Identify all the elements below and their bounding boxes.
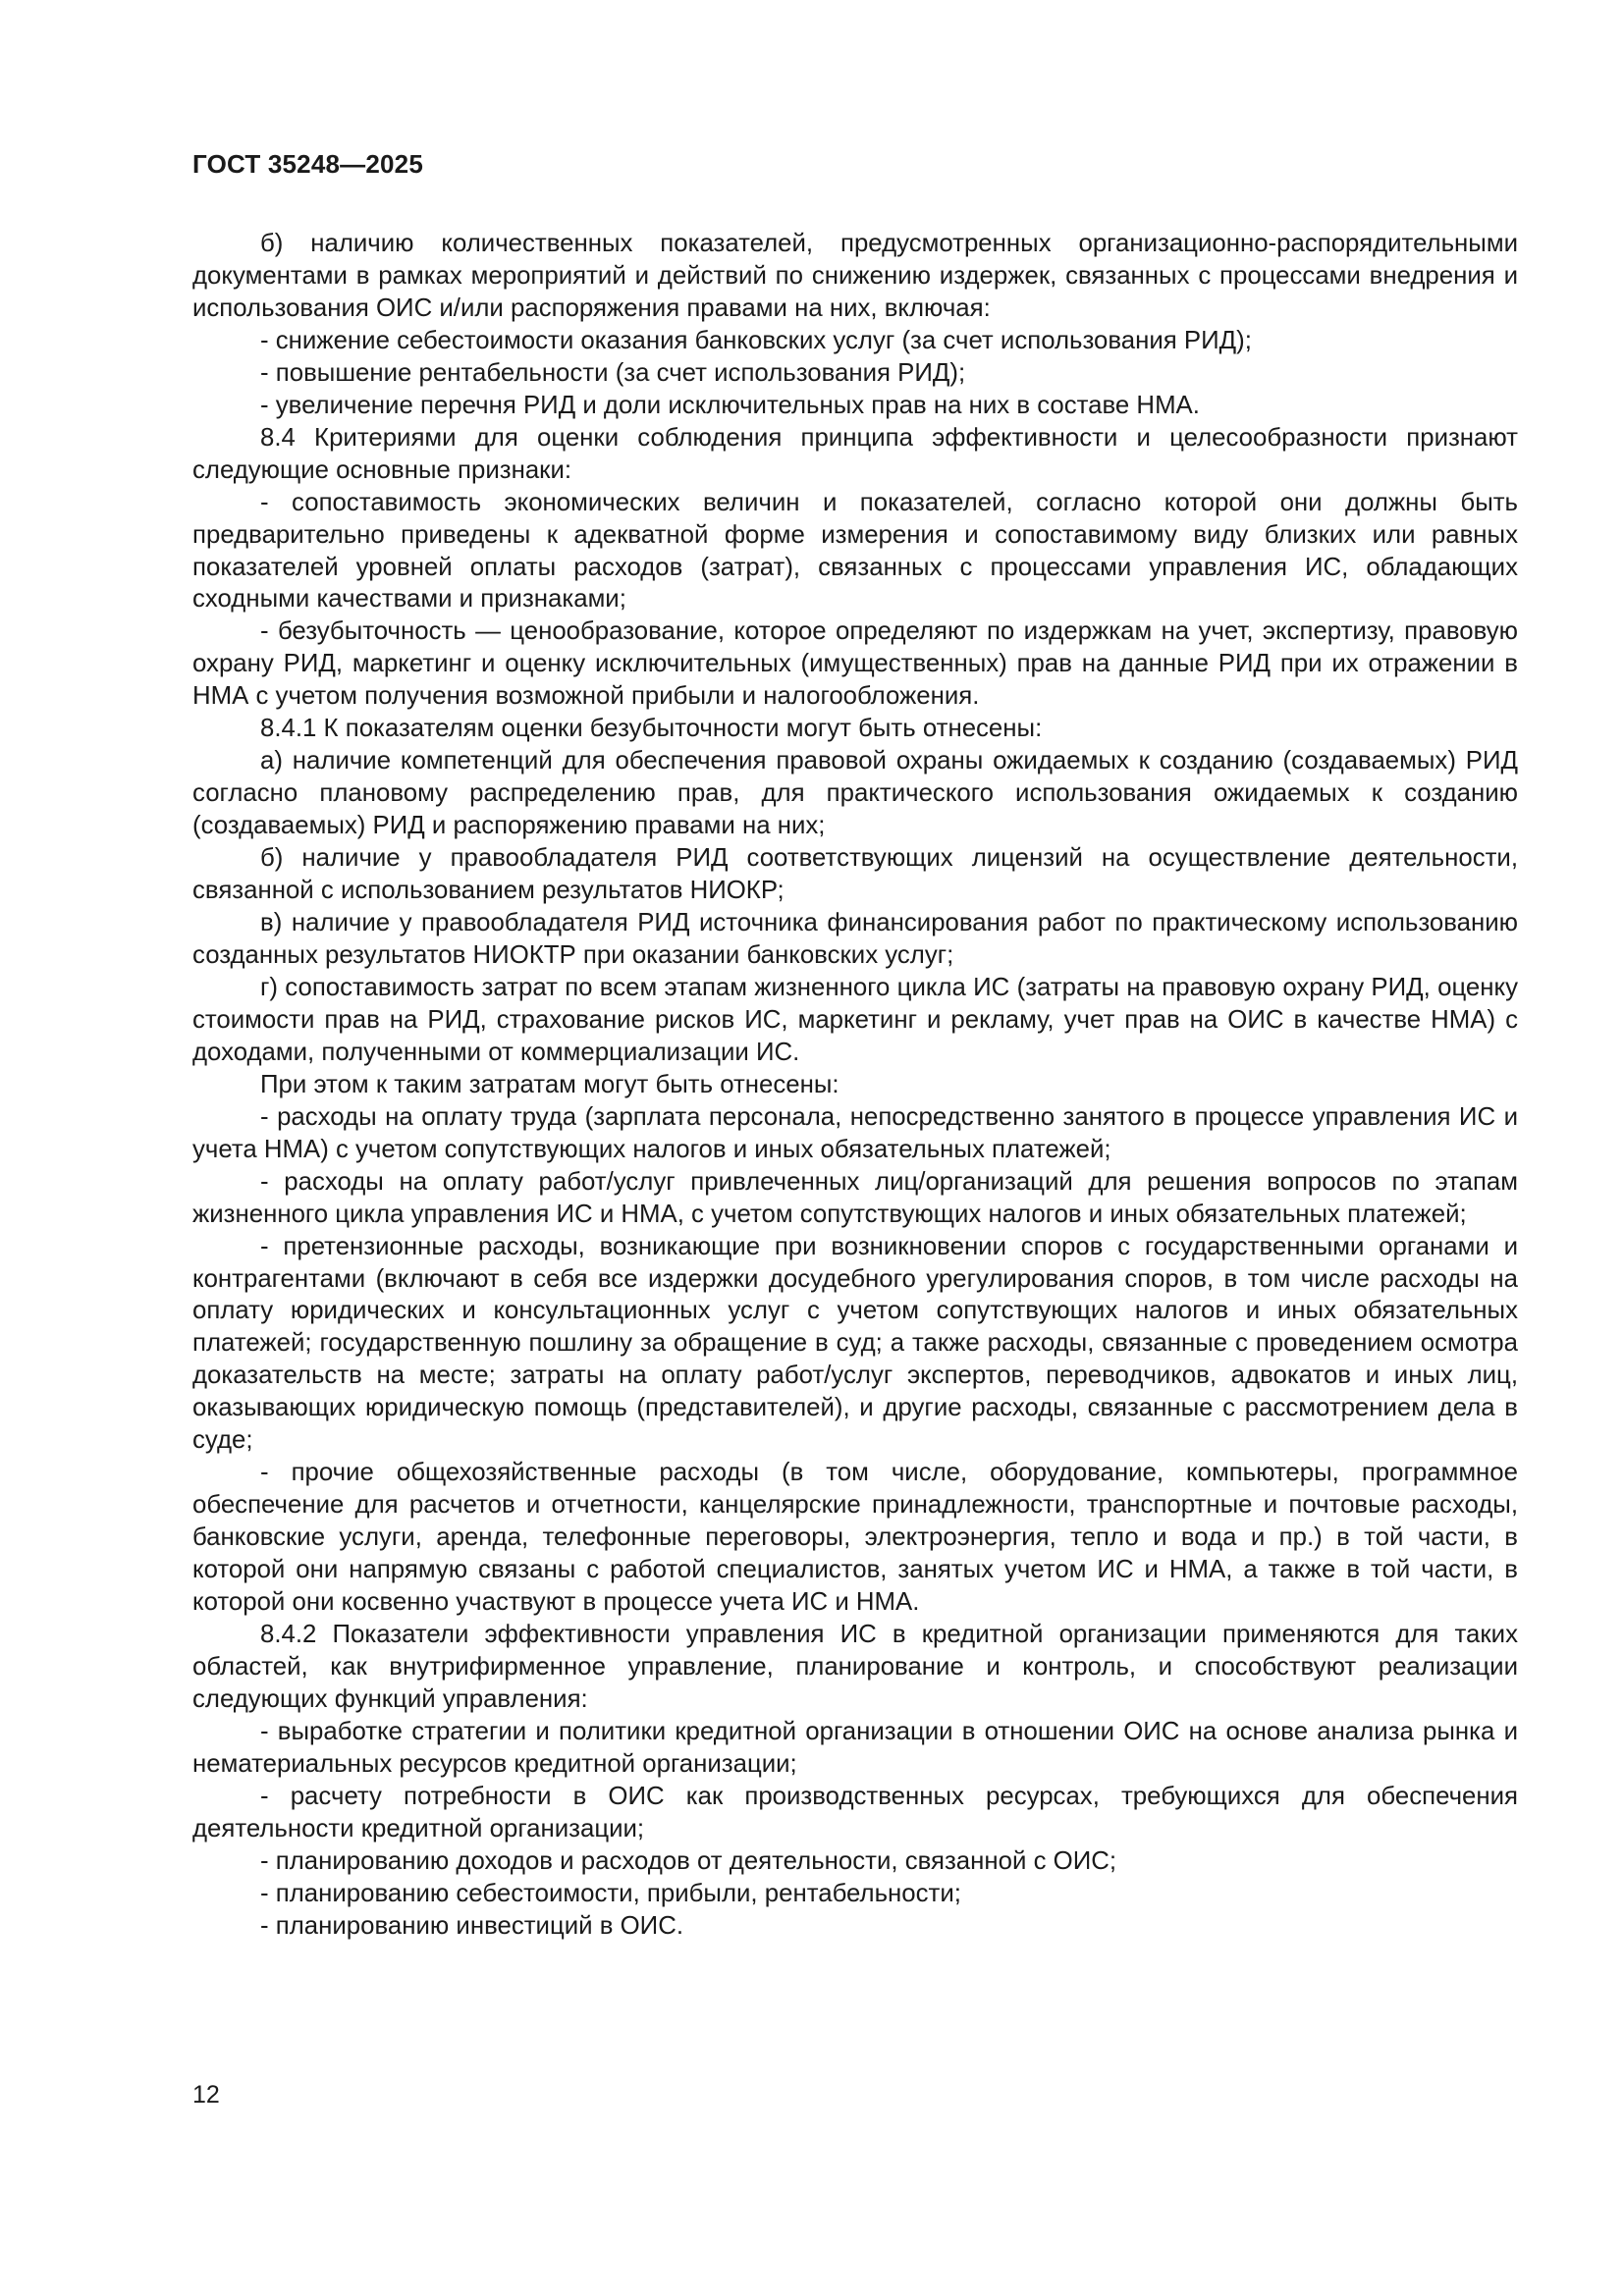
paragraph: б) наличию количественных показателей, предусмотренных организационно-распорядительными документами в рамках мероприятий и действий по снижению издержек, связанных с процессами внедрения и использования ОИС и/или распоряжения правами на них, включая: xyxy=(192,230,1518,322)
paragraph: 8.4.2 Показатели эффективности управления ИС в кредитной организации применяются для таких областей, как внутрифирменное управление, планирование и контроль, и способствуют реализации следующих функций управления: xyxy=(192,1620,1518,1713)
list-item: - повышение рентабельности (за счет использования РИД); xyxy=(260,358,966,387)
list-item: - прочие общехозяйственные расходы (в том числе, оборудование, компьютеры, программное обеспечение для расчетов и отчетности, канцелярские принадлежности, транспортные и почтовые расходы, банковские услуги, аренда, телефонные переговоры, электроэнергия, тепло и вода и пр.) в той части, в которой они напрямую связаны с работой специалистов, занятых учетом ИС и НМА, а также в той части, в которой они косвенно участвуют в процессе учета ИС и НМА. xyxy=(192,1459,1518,1617)
list-item: - сопоставимость экономических величин и показателей, согласно которой они должны быть предварительно приведены к адекватной форме измерения и сопоставимому виду близких или равных показателей уровней оплаты расходов (затрат), связанных с процессами управления ИС, обладающих сходными качествами и признаками; xyxy=(192,488,1518,614)
page-number: 12 xyxy=(192,2081,220,2109)
list-item: - выработке стратегии и политики кредитной организации в отношении ОИС на основе анализа рынка и нематериальных ресурсов кредитной организации; xyxy=(192,1717,1518,1778)
list-item: - планированию доходов и расходов от деятельности, связанной с ОИС; xyxy=(260,1846,1117,1875)
list-item: - расходы на оплату труда (зарплата персонала, непосредственно занятого в процессе управления ИС и учета НМА) с учетом сопутствующих налогов и иных обязательных платежей; xyxy=(192,1102,1518,1163)
list-item: - увеличение перечня РИД и доли исключительных прав на них в составе НМА. xyxy=(260,391,1200,419)
list-item: в) наличие у правообладателя РИД источника финансирования работ по практическому использованию созданных результатов НИОКТР при оказании банковских услуг; xyxy=(192,909,1518,969)
list-item: - снижение себестоимости оказания банковских услуг (за счет использования РИД); xyxy=(260,326,1252,354)
list-item: - претензионные расходы, возникающие при возникновении споров с государственными органами и контрагентами (включают в себя все издержки досудебного урегулирования споров, в том числе расходы на оплату юридических и консультационных услуг с учетом сопутствующих налогов и иных обязательных платежей; государственную пошлину за обращение в суд; а также расходы, связанные с проведением осмотра доказательств на месте; затраты на оплату работ/услуг экспертов, переводчиков, адвокатов и иных лиц, оказывающих юридическую помощь (представителей), и другие расходы, связанные с рассмотрением дела в суде; xyxy=(192,1232,1518,1455)
list-item: б) наличие у правообладателя РИД соответствующих лицензий на осуществление деятельности, связанной с использованием результатов НИОКР; xyxy=(192,844,1518,905)
document-header: ГОСТ 35248—2025 xyxy=(192,149,423,179)
paragraph: 8.4.1 К показателям оценки безубыточности могут быть отнесены: xyxy=(260,715,1043,743)
paragraph: 8.4 Критериями для оценки соблюдения принципа эффективности и целесообразности признают следующие основные признаки: xyxy=(192,423,1518,484)
list-item: г) сопоставимость затрат по всем этапам жизненного цикла ИС (затраты на правовую охрану РИД, оценку стоимости прав на РИД, страхование рисков ИС, маркетинг и рекламу, учет прав на ОИС в качестве НМА) с доходами, полученными от коммерциализации ИС. xyxy=(192,973,1518,1066)
list-item: - планированию себестоимости, прибыли, рентабельности; xyxy=(260,1879,961,1907)
list-item: а) наличие компетенций для обеспечения правовой охраны ожидаемых к созданию (создаваемых) РИД согласно плановому распределению прав, для практического использования ожидаемых к созданию (создаваемых) РИД и распоряжению правами на них; xyxy=(192,747,1518,840)
list-item: - планированию инвестиций в ОИС. xyxy=(260,1911,683,1940)
document-body xyxy=(192,228,1518,1943)
list-item: - безубыточность — ценообразование, которое определяют по издержкам на учет, экспертизу, правовую охрану РИД, маркетинг и оценку исключительных (имущественных) прав на данные РИД при их отражении в НМА с учетом получения возможной прибыли и налогообложения. xyxy=(192,617,1518,711)
paragraph: При этом к таким затратам могут быть отнесены: xyxy=(260,1070,839,1098)
list-item: - расчету потребности в ОИС как производственных ресурсах, требующихся для обеспечения деятельности кредитной организации; xyxy=(192,1782,1518,1842)
list-item: - расходы на оплату работ/услуг привлеченных лиц/организаций для решения вопросов по этапам жизненного цикла управления ИС и НМА, с учетом сопутствующих налогов и иных обязательных платежей; xyxy=(192,1167,1518,1228)
